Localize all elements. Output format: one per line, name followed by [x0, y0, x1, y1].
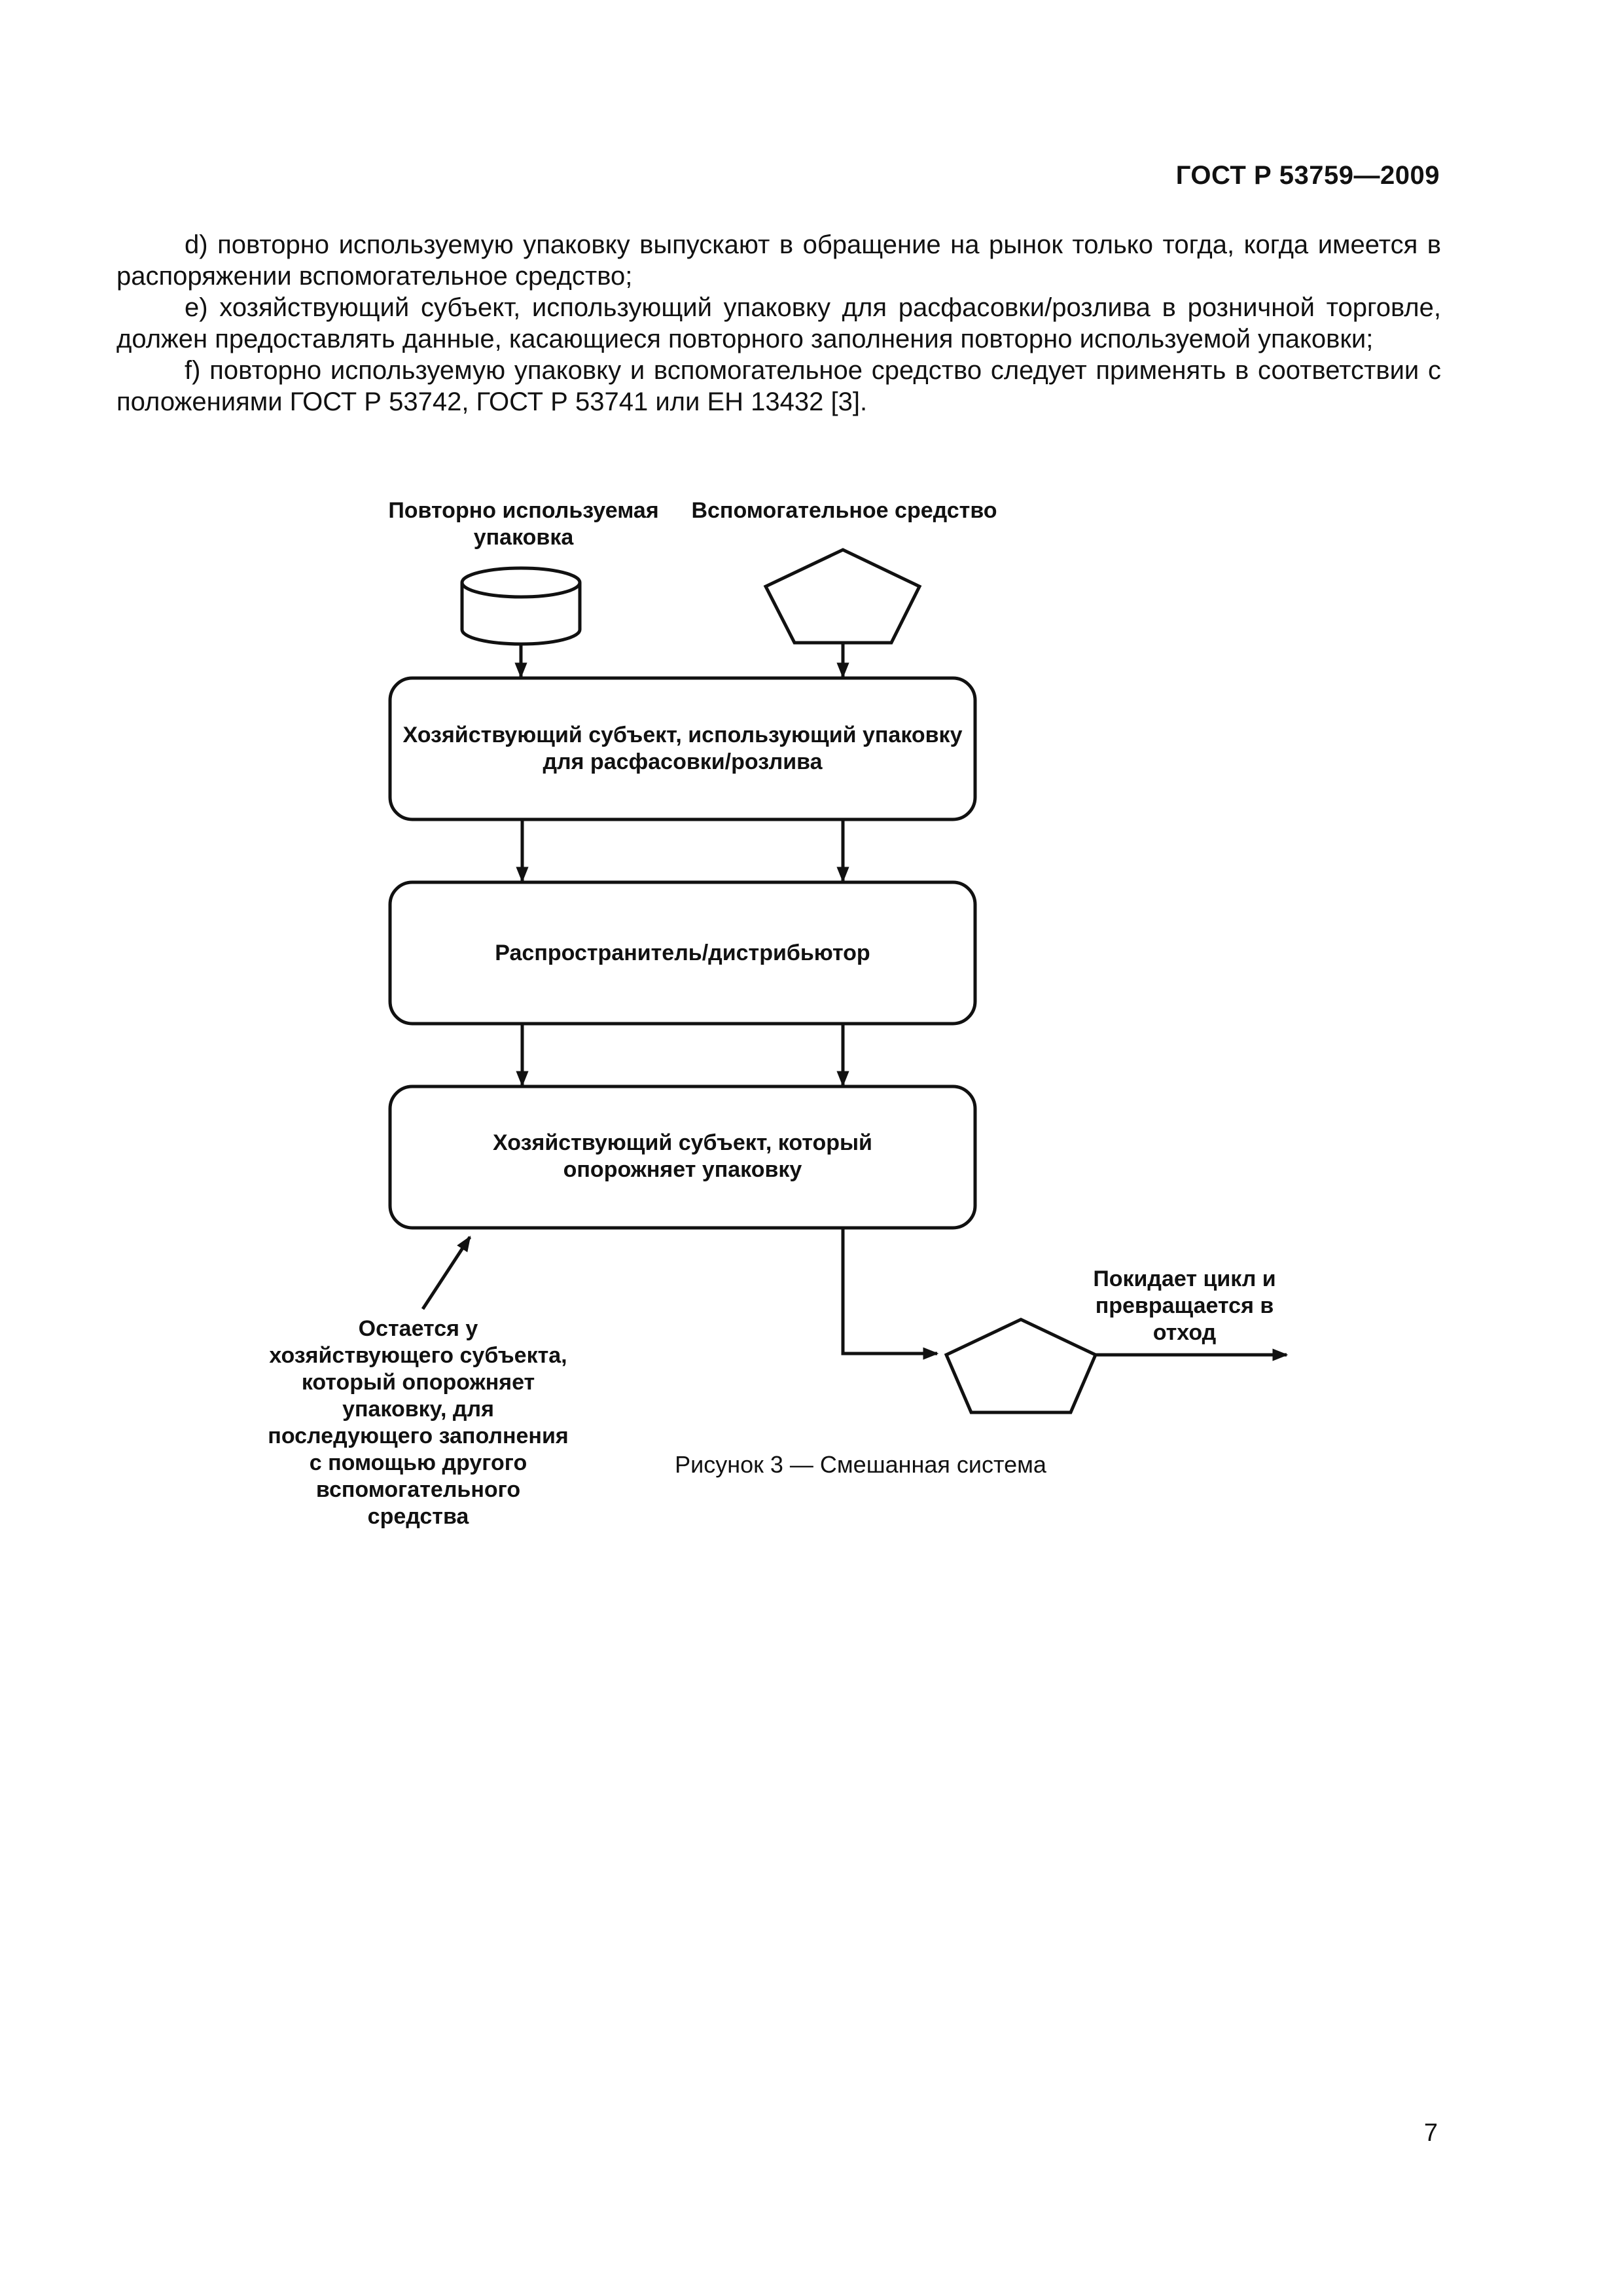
label-auxiliary-means: Вспомогательное средство: [691, 498, 997, 523]
label-leaves-cycle: Покидает цикл и превращается в отход: [1093, 1266, 1276, 1345]
box-filler-text: Хозяйствующий субъект, использующий упаковку для расфасовки/розлива: [402, 723, 963, 774]
box-distributor-text: Распространитель/дистрибьютор: [495, 941, 870, 965]
figure-caption: Рисунок 3 — Смешанная система: [675, 1451, 1046, 1478]
page-number: 7: [1423, 2119, 1438, 2147]
paragraph-d: d) повторно используемую упаковку выпускают в обращение на рынок только тогда, когда имеется в распоряжении вспомогательное средство;: [116, 230, 1441, 291]
label-reusable-packaging: Повторно используемая упаковка: [388, 498, 659, 550]
arrow-stays-note: [423, 1237, 470, 1309]
box-emptier-text: Хозяйствующий субъект, который опорожняет упаковку: [493, 1130, 872, 1182]
paragraph-e: e) хозяйствующий субъект, использующий упаковку для расфасовки/розлива в розничной торговле, должен предоставлять данные, касающиеся повторного заполнения повторно используемой упаковки;: [116, 293, 1441, 353]
waste-pentagon-icon: [946, 1319, 1096, 1412]
label-stays-note: Остается у хозяйствующего субъекта, который опорожняет упаковку, для последующего заполнения с помощью другого вспомогательного средства: [268, 1316, 569, 1529]
pentagon-icon: [766, 550, 919, 643]
document-number: ГОСТ Р 53759—2009: [1175, 161, 1440, 190]
cylinder-icon: [462, 568, 580, 644]
arrow-emptier-to-waste: [843, 1228, 937, 1354]
paragraph-f: f) повторно используемую упаковку и вспомогательное средство следует применять в соответствии с положениями ГОСТ Р 53742, ГОСТ Р 53741 или ЕН 13432 [3].: [116, 356, 1441, 416]
